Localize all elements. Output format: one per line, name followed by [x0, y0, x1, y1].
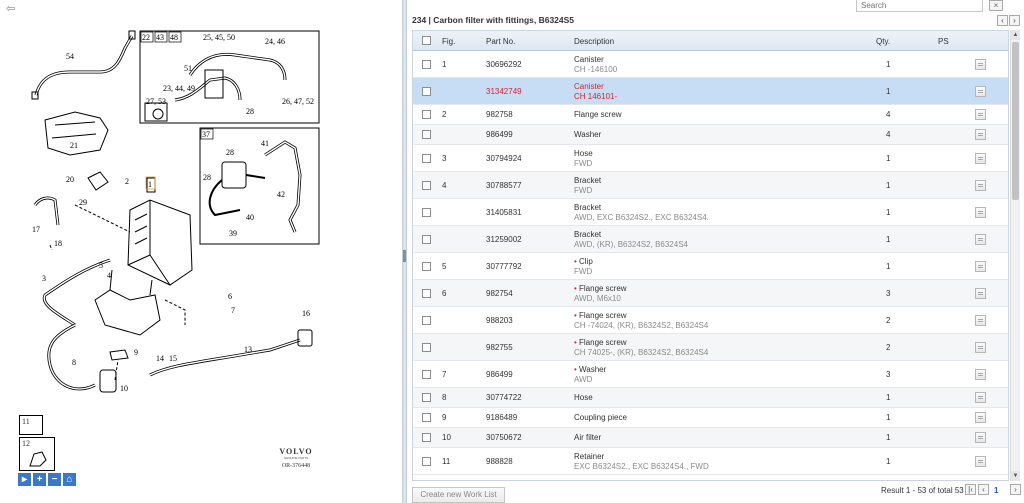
create-work-list-button[interactable]: Create new Work List: [412, 487, 505, 503]
callout-28c: 28: [203, 173, 211, 182]
description-cell: Bracket: [574, 203, 602, 212]
column-part-no[interactable]: Part No.: [486, 37, 516, 46]
row-checkbox[interactable]: [422, 235, 431, 244]
prev-page-button[interactable]: ‹: [978, 484, 989, 495]
part-number-cell: 988828: [486, 457, 513, 466]
qty-cell: 4: [886, 130, 891, 139]
clip-thumbnail-graphic: [28, 450, 48, 468]
callout-9: 9: [134, 348, 138, 357]
table-row[interactable]: [413, 388, 1008, 408]
diagram-pane: [0, 0, 402, 503]
table-row[interactable]: [413, 408, 1008, 428]
callout-20: 20: [66, 175, 74, 184]
splitter-grip[interactable]: [403, 250, 406, 262]
callout-15: 15: [169, 354, 177, 363]
table-row[interactable]: [413, 125, 1008, 145]
callout-3: 3: [42, 274, 46, 283]
description-cell: Flange screw: [579, 284, 627, 293]
note-icon[interactable]: [975, 432, 986, 443]
column-fig[interactable]: Fig.: [442, 37, 456, 46]
column-description[interactable]: Description: [574, 37, 615, 46]
table-row[interactable]: [413, 105, 1008, 125]
callout-16: 16: [302, 309, 310, 318]
page-title: 234 | Carbon filter with fittings, B6324S5: [412, 15, 575, 25]
part-number-cell: 986499: [486, 370, 513, 379]
logo-subtitle: GENUINE PARTS: [283, 456, 309, 460]
fig-cell: 10: [442, 433, 451, 442]
description-detail-cell: AWD, M6x10: [574, 294, 621, 303]
qty-cell: 1: [886, 154, 891, 163]
callout-27-53: 27, 53: [146, 97, 166, 106]
description-detail-cell: FWD: [574, 267, 593, 276]
part-number-cell: 982755: [486, 343, 513, 352]
qty-cell: 1: [886, 393, 891, 402]
fig-cell: 8: [442, 393, 447, 402]
fig-cell: 11: [442, 457, 451, 466]
callout-4: 4: [107, 271, 111, 280]
row-checkbox[interactable]: [422, 110, 431, 119]
note-icon[interactable]: [975, 456, 986, 467]
description-detail-cell: AWD, EXC B6324S2., EXC B6324S4.: [574, 213, 709, 222]
table-row[interactable]: [413, 78, 1008, 105]
note-bullet-icon: •: [574, 311, 577, 320]
table-row[interactable]: [413, 448, 1008, 475]
table-body: [413, 51, 1008, 475]
callout-28a: 28: [246, 107, 254, 116]
callout-22: 22: [142, 33, 150, 42]
qty-cell: 1: [886, 433, 891, 442]
fig-cell: 5: [442, 262, 447, 271]
description-detail-cell: AWD, (KR), B6324S2, B6324S4: [574, 240, 688, 249]
note-icon[interactable]: [975, 342, 986, 353]
zoom-out-button[interactable]: −: [48, 473, 61, 486]
callout-2: 2: [125, 177, 129, 186]
table-scrollbar[interactable]: [1010, 30, 1020, 481]
qty-cell: 1: [886, 235, 891, 244]
diagram-code: OR-376448: [281, 463, 311, 469]
arrow-left-icon[interactable]: ⇦: [6, 3, 16, 15]
scroll-down-icon[interactable]: ▼: [1012, 473, 1019, 479]
result-count: Result 1 - 53 of total 53: [881, 486, 964, 495]
part-number-cell: 30696292: [486, 60, 522, 69]
thumbnail-label: 12: [22, 439, 30, 448]
callout-29: 29: [79, 198, 87, 207]
callout-41: 41: [261, 139, 269, 148]
fig-cell: 1: [442, 60, 447, 69]
volvo-logo: [276, 447, 316, 469]
row-checkbox[interactable]: [422, 262, 431, 271]
callout-7: 7: [231, 306, 235, 315]
fit-button[interactable]: ▸: [18, 473, 31, 486]
part-number-cell: 982754: [486, 289, 513, 298]
fig-cell: 2: [442, 110, 447, 119]
home-button[interactable]: ⌂: [63, 473, 76, 486]
thumbnail-label: 11: [22, 417, 30, 426]
note-icon[interactable]: [975, 129, 986, 140]
part-number-cell: 982758: [486, 110, 513, 119]
part-number-cell: 31342749: [486, 87, 522, 96]
callout-37: 37: [202, 130, 210, 139]
qty-cell: 4: [886, 110, 891, 119]
note-icon[interactable]: [975, 234, 986, 245]
note-icon[interactable]: [975, 369, 986, 380]
table-row[interactable]: [413, 334, 1008, 361]
qty-cell: 1: [886, 413, 891, 422]
row-checkbox[interactable]: [422, 370, 431, 379]
row-checkbox[interactable]: [422, 393, 431, 402]
description-cell: Canister: [574, 82, 604, 91]
callout-54: 54: [66, 52, 74, 61]
description-detail-cell: FWD: [574, 186, 593, 195]
row-checkbox[interactable]: [422, 181, 431, 190]
table-header: [413, 31, 1008, 51]
description-cell: Coupling piece: [574, 413, 627, 422]
part-number-cell: 988203: [486, 316, 513, 325]
callout-8: 8: [72, 358, 76, 367]
callout-39: 39: [229, 229, 237, 238]
callout-10: 10: [120, 384, 128, 393]
description-cell: Hose: [574, 149, 593, 158]
select-all-checkbox[interactable]: [422, 36, 431, 45]
callout-14: 14: [156, 354, 164, 363]
qty-cell: 1: [886, 262, 891, 271]
row-checkbox[interactable]: [422, 457, 431, 466]
note-icon[interactable]: [975, 59, 986, 70]
description-cell: Flange screw: [579, 311, 627, 320]
callout-51: 51: [184, 64, 192, 73]
description-detail-cell: AWD: [574, 375, 593, 384]
callout-24-46: 24, 46: [265, 37, 285, 46]
description-cell: Retainer: [574, 452, 605, 461]
table-row[interactable]: [413, 361, 1008, 388]
description-detail-cell: FWD: [574, 159, 593, 168]
callout-13: 13: [244, 345, 252, 354]
callout-25-45-50: 25, 45, 50: [203, 33, 235, 42]
parts-diagram[interactable]: [0, 0, 402, 503]
fig-cell: 7: [442, 370, 447, 379]
description-detail-cell: CH -146100: [574, 65, 618, 74]
qty-cell: 1: [886, 87, 891, 96]
qty-cell: 3: [886, 370, 891, 379]
thumbnail-11[interactable]: [19, 415, 43, 435]
first-page-button[interactable]: |‹: [965, 484, 976, 495]
table-row[interactable]: [413, 199, 1008, 226]
row-checkbox[interactable]: [422, 289, 431, 298]
logo-brand: VOLVO: [279, 447, 313, 456]
description-cell: Flange screw: [579, 338, 627, 347]
parts-pane: [407, 0, 1024, 503]
note-icon[interactable]: [975, 392, 986, 403]
previous-group-button[interactable]: ‹: [997, 15, 1008, 26]
fig-cell: 4: [442, 181, 447, 190]
close-icon[interactable]: ×: [989, 0, 1003, 11]
search-input[interactable]: [856, 0, 983, 12]
scroll-thumb[interactable]: [1012, 42, 1019, 200]
table-row[interactable]: [413, 145, 1008, 172]
callout-21: 21: [70, 141, 78, 150]
table-row[interactable]: [413, 172, 1008, 199]
column-ps[interactable]: PS: [938, 37, 949, 46]
part-number-cell: 30750672: [486, 433, 522, 442]
description-detail-cell: CH 74025-, (KR), B6324S2, B6324S4: [574, 348, 709, 357]
zoom-toolbar: [18, 473, 76, 486]
row-checkbox[interactable]: [422, 130, 431, 139]
thumbnail-12[interactable]: [19, 437, 55, 471]
note-bullet-icon: •: [574, 257, 577, 266]
note-icon[interactable]: [975, 207, 986, 218]
row-checkbox[interactable]: [422, 316, 431, 325]
note-bullet-icon: •: [574, 338, 577, 347]
current-page: 1: [994, 486, 999, 495]
table-row[interactable]: [413, 226, 1008, 253]
table-row[interactable]: [413, 253, 1008, 280]
table-row[interactable]: [413, 307, 1008, 334]
part-number-cell: 30774722: [486, 393, 522, 402]
qty-cell: 1: [886, 60, 891, 69]
description-cell: Flange screw: [574, 110, 622, 119]
qty-cell: 1: [886, 457, 891, 466]
description-cell: Bracket: [574, 230, 602, 239]
description-cell: Hose: [574, 393, 593, 402]
qty-cell: 1: [886, 208, 891, 217]
callout-43: 43: [156, 33, 164, 42]
part-number-cell: 9186489: [486, 413, 518, 422]
zoom-in-button[interactable]: +: [33, 473, 46, 486]
part-number-cell: 30794924: [486, 154, 522, 163]
note-bullet-icon: •: [574, 365, 577, 374]
next-page-button[interactable]: ›: [1010, 484, 1021, 495]
part-number-cell: 30777792: [486, 262, 522, 271]
parts-table: [412, 30, 1009, 481]
part-number-cell: 31259002: [486, 235, 522, 244]
note-icon[interactable]: [975, 86, 986, 97]
note-icon[interactable]: [975, 153, 986, 164]
note-bullet-icon: •: [574, 284, 577, 293]
description-detail-cell: CH 146101-: [574, 92, 618, 101]
column-qty[interactable]: Qty.: [876, 37, 891, 46]
qty-cell: 2: [886, 316, 891, 325]
callout-6: 6: [228, 292, 232, 301]
description-cell: Clip: [579, 257, 593, 266]
row-checkbox[interactable]: [422, 208, 431, 217]
note-icon[interactable]: [975, 109, 986, 120]
fig-cell: 3: [442, 154, 447, 163]
callout-18: 18: [54, 239, 62, 248]
row-checkbox[interactable]: [422, 87, 431, 96]
description-detail-cell: CH -74024, (KR), B6324S2, B6324S4: [574, 321, 709, 330]
table-row[interactable]: [413, 280, 1008, 307]
description-detail-cell: EXC B6324S2., EXC B6324S4., FWD: [574, 462, 709, 471]
callout-5: 5: [99, 261, 103, 270]
callout-1: 1: [148, 180, 152, 189]
description-cell: Bracket: [574, 176, 602, 185]
callout-40: 40: [246, 213, 254, 222]
row-checkbox[interactable]: [422, 343, 431, 352]
description-cell: Washer: [574, 130, 602, 139]
row-checkbox[interactable]: [422, 433, 431, 442]
fig-cell: 6: [442, 289, 447, 298]
note-icon[interactable]: [975, 315, 986, 326]
description-cell: Washer: [579, 365, 607, 374]
note-icon[interactable]: [975, 261, 986, 272]
callout-28b: 28: [226, 148, 234, 157]
part-number-cell: 986499: [486, 130, 513, 139]
note-icon[interactable]: [975, 288, 986, 299]
callout-42: 42: [277, 190, 285, 199]
part-number-cell: 30788577: [486, 181, 522, 190]
fig-cell: 9: [442, 413, 447, 422]
table-row[interactable]: [413, 51, 1008, 78]
description-cell: Air filter: [574, 433, 602, 442]
row-checkbox[interactable]: [422, 60, 431, 69]
note-icon[interactable]: [975, 412, 986, 423]
qty-cell: 2: [886, 343, 891, 352]
qty-cell: 1: [886, 181, 891, 190]
next-group-button[interactable]: ›: [1009, 15, 1020, 26]
note-icon[interactable]: [975, 180, 986, 191]
qty-cell: 3: [886, 289, 891, 298]
callout-17: 17: [32, 225, 40, 234]
description-cell: Canister: [574, 55, 604, 64]
part-number-cell: 31405831: [486, 208, 522, 217]
callout-23-44-49: 23, 44, 49: [163, 84, 195, 93]
row-checkbox[interactable]: [422, 154, 431, 163]
table-row[interactable]: [413, 428, 1008, 448]
callout-26-47-52: 26, 47, 52: [282, 97, 314, 106]
callout-48: 48: [170, 33, 178, 42]
row-checkbox[interactable]: [422, 413, 431, 422]
scroll-up-icon[interactable]: ▲: [1012, 32, 1019, 38]
